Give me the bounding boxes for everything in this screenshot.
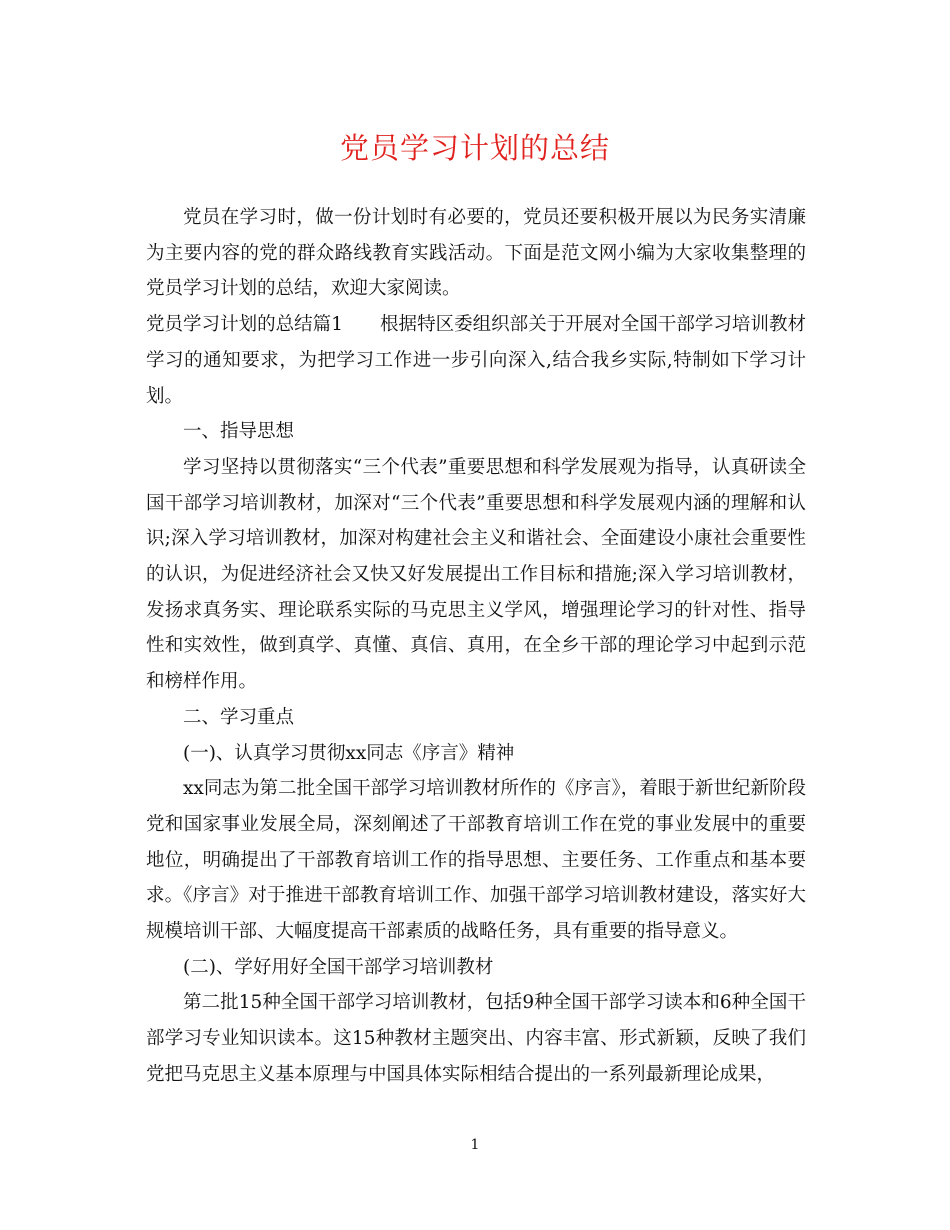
subsection-heading-materials: (二)、学好用好全国干部学习培训教材 <box>183 956 494 978</box>
subsection-heading-preface: (一)、认真学习贯彻xx同志《序言》精神 <box>183 742 515 764</box>
section-heading-study-focus: 二、学习重点 <box>183 706 295 728</box>
intro-paragraph: 党员在学习时，做一份计划时有必要的，党员还要积极开展以为民务实清廉为主要内容的党的群众路线教育实践活动。下面是范文网小编为大家收集整理的党员学习计划的总结，欢迎大家阅读。 <box>146 207 806 300</box>
document-body <box>146 200 806 1093</box>
article-intro-paragraph: 党员学习计划的总结篇1 根据特区委组织部关于开展对全国干部学习培训教材学习的通知要求，为把学习工作进一步引向深入,结合我乡实际,特制如下学习计划。 <box>146 314 806 407</box>
document-title: 党员学习计划的总结 <box>339 131 610 165</box>
subsection-paragraph-preface: xx同志为第二批全国干部学习培训教材所作的《序言》，着眼于新世纪新阶段党和国家事业发展全局，深刻阐述了干部教育培训工作在党的事业发展中的重要地位，明确提出了干部教育培训工作的指导思想、主要任务、工作重点和基本要求。《序言》对于推进干部教育培训工作、加强干部学习培训教材建设，落实好大规模培训干部、大幅度提高干部素质的战略任务，具有重要的指导意义。 <box>146 778 806 943</box>
subsection-paragraph-materials: 第二批15种全国干部学习培训教材，包括9种全国干部学习读本和6种全国干部学习专业知识读本。这15种教材主题突出、内容丰富、形式新颖，反映了我们党把马克思主义基本原理与中国具体实际相结合提出的一系列最新理论成果， <box>146 992 806 1085</box>
page-number: 1 <box>470 1137 480 1153</box>
section-heading-guiding-ideology: 一、指导思想 <box>183 421 295 443</box>
section-paragraph-guiding-ideology: 学习坚持以贯彻落实“三个代表”重要思想和科学发展观为指导，认真研读全国干部学习培训教材，加深对“三个代表”重要思想和科学发展观内涵的理解和认识;深入学习培训教材，加深对构建社会主义和谐社会、全面建设小康社会重要性的认识，为促进经济社会又快又好发展提出工作目标和措施;深入学习培训教材，发扬求真务实、理论联系实际的马克思主义学风，增强理论学习的针对性、指导性和实效性，做到真学、真懂、真信、真用，在全乡干部的理论学习中起到示范和榜样作用。 <box>146 456 806 693</box>
